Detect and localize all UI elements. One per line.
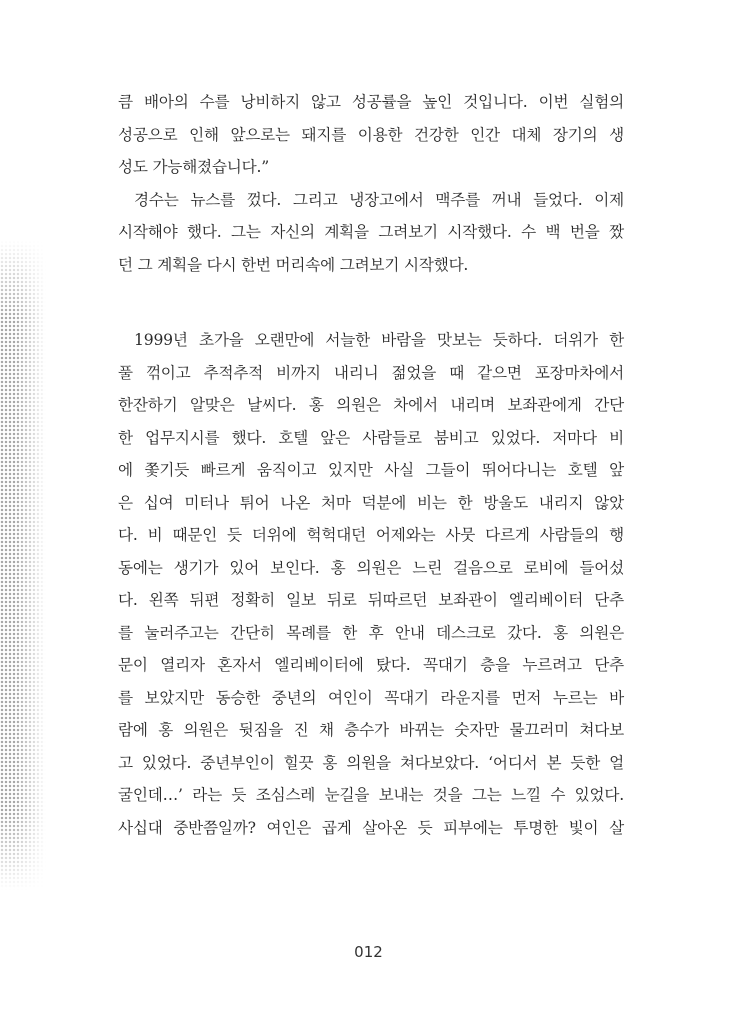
page-number: 012 xyxy=(354,943,383,961)
text-line: 성공으로 인해 앞으로는 돼지를 이용한 건강한 인간 대체 장기의 생 xyxy=(118,125,624,144)
text-line: 문이 열리자 혼자서 엘리베이터에 탔다. 꼭대기 층을 누르려고 단추 xyxy=(118,656,624,674)
text-line: 람에 홍 의원은 뒷짐을 진 채 층수가 바뀌는 숫자만 물끄러미 쳐다보 xyxy=(118,721,624,739)
text-block-main xyxy=(118,324,624,844)
text-line: 던 그 계획을 다시 한번 머리속에 그려보기 시작했다. xyxy=(118,255,469,274)
text-line: 다. 비 때문인 듯 더위에 헉헉대던 어제와는 사뭇 다르게 사람들의 행 xyxy=(118,526,624,544)
text-line: 한잔하기 알맞은 날씨다. 홍 의원은 차에서 내리며 보좌관에게 간단 xyxy=(118,396,624,414)
text-line: 한 업무지시를 했다. 호텔 앞은 사람들로 붐비고 있었다. 저마다 비 xyxy=(118,428,624,447)
text-line: 굴인데…’ 라는 듯 조심스레 눈길을 보내는 것을 그는 느낄 수 있었다. xyxy=(118,786,624,804)
text-line: 를 보았지만 동승한 중년의 여인이 꼭대기 라운지를 먼저 누르는 바 xyxy=(118,688,624,707)
text-line: 고 있었다. 중년부인이 힐끗 홍 의원을 쳐다보았다. ‘어디서 본 듯한 얼 xyxy=(118,753,624,772)
text-line: 를 눌러주고는 간단히 목례를 한 후 안내 데스크로 갔다. 홍 의원은 xyxy=(118,623,624,642)
text-line: 경수는 뉴스를 껐다. 그리고 냉장고에서 맥주를 꺼내 들었다. 이제 xyxy=(134,190,624,209)
text-line: 1999년 초가을 오랜만에 서늘한 바람을 맛보는 듯하다. 더위가 한 xyxy=(134,331,624,349)
text-line: 다. 왼쪽 뒤편 정확히 일보 뒤로 뒤따르던 보좌관이 엘리베이터 단추 xyxy=(118,591,624,609)
text-line: 에 쫓기듯 빠르게 움직이고 있지만 사실 그들이 뛰어다니는 호텔 앞 xyxy=(118,461,624,479)
text-line: 풀 꺾이고 추적추적 비까지 내리니 젊었을 때 같으면 포장마차에서 xyxy=(118,363,624,382)
text-line: 동에는 생기가 있어 보인다. 홍 의원은 느린 걸음으로 로비에 들어섰 xyxy=(118,558,624,577)
halftone-fade-overlay xyxy=(0,240,46,890)
text-line: 성도 가능해졌습니다.” xyxy=(118,158,270,176)
text-line: 큼 배아의 수를 낭비하지 않고 성공률을 높인 것입니다. 이번 실험의 xyxy=(118,93,624,111)
text-line: 사십대 중반쯤일까? 여인은 곱게 살아온 듯 피부에는 투명한 빛이 살 xyxy=(118,818,624,837)
text-line: 은 십여 미터나 튀어 나온 처마 덕분에 비는 한 방울도 내리지 않았 xyxy=(118,493,624,512)
text-block-top xyxy=(118,86,624,281)
text-line: 시작해야 했다. 그는 자신의 계획을 그려보기 시작했다. 수 백 번을 짰 xyxy=(118,223,624,241)
